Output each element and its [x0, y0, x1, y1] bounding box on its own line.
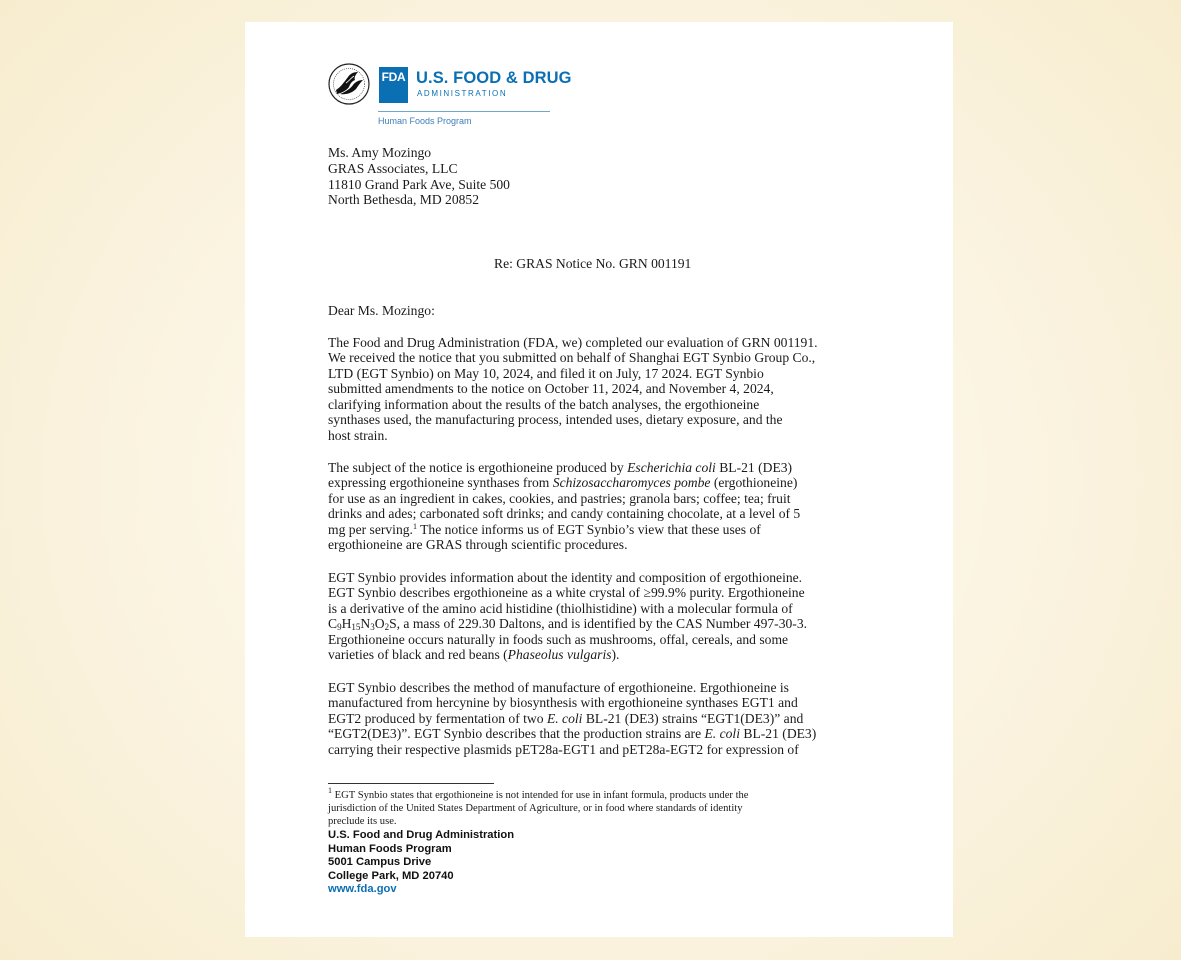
- p2-line: drinks and ades; carbonated soft drinks; and candy containing chocolate, at a level of 5: [328, 506, 801, 521]
- re-line: Re: GRAS Notice No. GRN 001191: [494, 256, 692, 271]
- p1-line: clarifying information about the results of the batch analyses, the ergothioneine: [328, 397, 760, 412]
- footer-website-link[interactable]: www.fda.gov: [328, 883, 397, 895]
- footnote-ref: 1: [412, 522, 417, 531]
- letter-page: [245, 22, 953, 937]
- recipient-company: GRAS Associates, LLC: [328, 161, 458, 176]
- p1-line: LTD (EGT Synbio) on May 10, 2024, and filed it on July, 17 2024. EGT Synbio: [328, 366, 764, 381]
- molecular-formula: $C_9H_{15}N_3O_2S$: [328, 616, 397, 632]
- p2-line: The subject of the notice is ergothioneine produced by Escherichia coli BL-21 (DE3): [328, 460, 793, 475]
- p4-line: manufactured from hercynine by biosynthesis with ergothioneine synthases EGT1 and: [328, 695, 798, 710]
- footnote-line: jurisdiction of the United States Department of Agriculture, or in food where standards of identity: [328, 803, 743, 814]
- footer-city: College Park, MD 20740: [328, 870, 454, 882]
- p4-line: carrying their respective plasmids pET28a-EGT1 and pET28a-EGT2 for expression of: [328, 742, 799, 757]
- p3-line: Ergothioneine occurs naturally in foods such as mushrooms, offal, cereals, and some: [328, 632, 789, 647]
- header-divider: [378, 111, 550, 112]
- p3-line: $C_9H_{15}N_3O_2S$, a mass of 229.30 Daltons, and is identified by the CAS Number 497-30-3.: [328, 616, 808, 632]
- recipient-name: Ms. Amy Mozingo: [328, 145, 432, 160]
- footer-org: U.S. Food and Drug Administration: [328, 829, 515, 841]
- program-name: Human Foods Program: [378, 116, 472, 126]
- p2-line: expressing ergothioneine synthases from Schizosaccharomyces pombe (ergothioneine): [328, 475, 798, 490]
- p3-line: is a derivative of the amino acid histidine (thiolhistidine) with a molecular formula of: [328, 601, 793, 616]
- p1-line: host strain.: [328, 428, 388, 443]
- p2-line: mg per serving.$^1$ The notice informs us of EGT Synbio’s view that these uses of: [328, 522, 761, 537]
- p4-line: EGT2 produced by fermentation of two E. coli BL-21 (DE3) strains “EGT1(DE3)” and: [328, 711, 804, 726]
- footer-program: Human Foods Program: [328, 843, 452, 855]
- footnote-divider: [328, 783, 494, 784]
- footnote-line: preclude its use.: [328, 816, 397, 827]
- p3-line: EGT Synbio describes ergothioneine as a white crystal of ≥99.9% purity. Ergothioneine: [328, 585, 805, 600]
- p1-line: submitted amendments to the notice on October 11, 2024, and November 4, 2024,: [328, 381, 774, 396]
- recipient-street: 11810 Grand Park Ave, Suite 500: [328, 177, 510, 192]
- footer-street: 5001 Campus Drive: [328, 856, 432, 868]
- p2-line: ergothioneine are GRAS through scientific procedures.: [328, 537, 628, 552]
- p2-line: for use as an ingredient in cakes, cookies, and pastries; granola bars; coffee; tea; fruit: [328, 491, 791, 506]
- p3-line: EGT Synbio provides information about the identity and composition of ergothioneine.: [328, 570, 803, 585]
- fda-logo-box: FDA: [379, 67, 408, 103]
- p4-line: EGT Synbio describes the method of manufacture of ergothioneine. Ergothioneine is: [328, 680, 789, 695]
- p1-line: synthases used, the manufacturing process, intended uses, dietary exposure, and the: [328, 412, 783, 427]
- agency-name: U.S. FOOD & DRUG: [416, 69, 572, 87]
- salutation: Dear Ms. Mozingo:: [328, 303, 435, 318]
- p4-line: “EGT2(DE3)”. EGT Synbio describes that the production strains are E. coli BL-21 (DE3): [328, 726, 817, 741]
- p3-line: varieties of black and red beans (Phaseolus vulgaris).: [328, 647, 620, 662]
- recipient-city: North Bethesda, MD 20852: [328, 192, 480, 207]
- p1-line: The Food and Drug Administration (FDA, we) completed our evaluation of GRN 001191.: [328, 335, 818, 350]
- p1-line: We received the notice that you submitted on behalf of Shanghai EGT Synbio Group Co.,: [328, 350, 816, 365]
- footnote-line: $^1$ EGT Synbio states that ergothioneine is not intended for use in infant formula, products under the: [328, 786, 749, 801]
- agency-subtitle: ADMINISTRATION: [417, 89, 508, 98]
- hhs-seal-logo: [328, 63, 370, 105]
